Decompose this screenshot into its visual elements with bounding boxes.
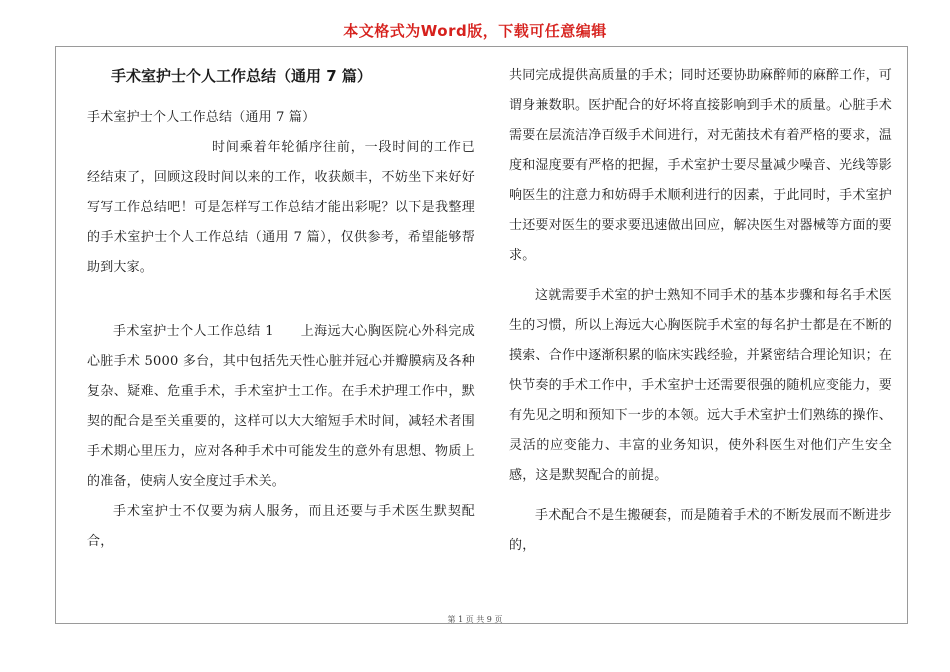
section-1-paragraph-2: 手术室护士不仅要为病人服务，而且还要与手术医生默契配合，: [87, 504, 475, 549]
document-title: 手术室护士个人工作总结（通用 7 篇）: [111, 67, 372, 85]
page-number: 第 1 页 共 9 页: [447, 615, 503, 624]
document-subtitle: 手术室护士个人工作总结（通用 7 篇）: [87, 110, 316, 125]
download-banner: 本文格式为Word版，下载可任意编辑: [343, 22, 607, 40]
intro-paragraph: 时间乘着年轮循序往前，一段时间的工作已经结束了，回顾这段时间以来的工作，收获颇丰，不妨坐下来好好写写工作总结吧！可是怎样写工作总结才能出彩呢？以下是我整理的手术室护士个人工作总结（通用 7 篇），仅供参考，希望能够帮助到大家。: [87, 140, 475, 275]
right-column: [509, 61, 892, 561]
body-paragraph-last: 手术配合不是生搬硬套，而是随着手术的不断发展而不断进步的，: [509, 508, 892, 553]
section-1-paragraph: 手术室护士个人工作总结 1 上海远大心胸医院心外科完成心脏手术 5000 多台，其中包括先天性心脏并冠心并瓣膜病及各种复杂、疑难、危重手术，手术室护士工作。在手术护理工作中，默契的配合是至关重要的，这样可以大大缩短手术时间，减轻术者围手术期心里压力，应对各种手术中可能发生的意外有思想、物质上的准备，使病人安全度过手术关。: [87, 324, 475, 489]
left-column: [87, 61, 475, 557]
body-paragraph: 这就需要手术室的护士熟知不同手术的基本步骤和每名手术医生的习惯，所以上海远大心胸医院手术室的每名护士都是在不断的摸索、合作中逐渐积累的临床实践经验，并紧密结合理论知识；在快节奏的手术工作中，手术室护士还需要很强的随机应变能力，要有先见之明和预知下一步的本领。远大手术室护士们熟练的操作、灵活的应变能力、丰富的业务知识，使外科医生对他们产生安全感，这是默契配合的前提。: [509, 288, 892, 483]
continued-paragraph: 共同完成提供高质量的手术；同时还要协助麻醉师的麻醉工作，可谓身兼数职。医护配合的好坏将直接影响到手术的质量。心脏手术需要在层流洁净百级手术间进行，对无菌技术有着严格的要求，温度和湿度要有严格的把握，手术室护士要尽量减少噪音、光线等影响医生的注意力和妨碍手术顺利进行的因素，于此同时，手术室护士还要对医生的要求要迅速做出回应，解决医生对器械等方面的要求。: [509, 68, 892, 263]
